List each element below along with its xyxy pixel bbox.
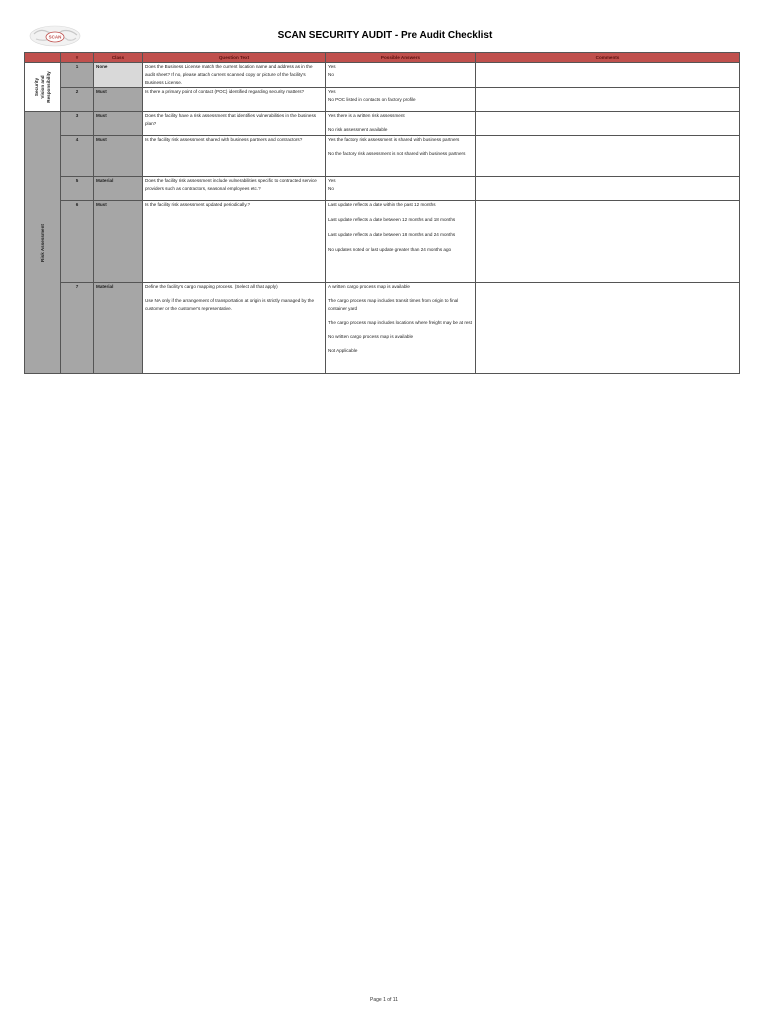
row-comments[interactable] (476, 201, 740, 283)
row-answers: Yes No POC listed in contacts on factory profile (326, 88, 476, 112)
row-number: 2 (61, 88, 94, 112)
row-answers: Yes there is a written risk assessment No risk assessment available (326, 112, 476, 136)
row-comments[interactable] (476, 177, 740, 201)
row-answers: A written cargo process map is available The cargo process map includes transit times from origin to final container yard The cargo process map includes locations where freight may be at rest No written cargo process map is available Not Applicable (326, 283, 476, 374)
scan-logo (28, 24, 83, 48)
section-header (25, 53, 61, 63)
row-number: 6 (61, 201, 94, 283)
section-label: Risk Assessment (39, 223, 45, 262)
page-footer: Page 1 of 11 (370, 997, 398, 1003)
table-row (25, 201, 740, 283)
row-class: Material (94, 177, 143, 201)
row-number: 3 (61, 112, 94, 136)
row-answers: Yes the factory risk assessment is shared with business partners No the factory risk assessment is not shared with business partners (326, 136, 476, 177)
section-label: Security Vision and Responsibility (33, 71, 51, 103)
table-row (25, 88, 740, 112)
row-class: Must (94, 136, 143, 177)
row-number: 4 (61, 136, 94, 177)
table-row (25, 177, 740, 201)
number-header: # (61, 53, 94, 63)
row-comments[interactable] (476, 136, 740, 177)
class-header: Class (94, 53, 143, 63)
question-header: Question Text (143, 53, 326, 63)
row-comments[interactable] (476, 88, 740, 112)
answers-header: Possible Answers (326, 53, 476, 63)
row-class: Must (94, 88, 143, 112)
row-class: Must (94, 201, 143, 283)
row-question: Does the facility risk assessment include vulnerabilities specific to contracted service providers such as contractors, seasonal employees etc.? (143, 177, 326, 201)
row-comments[interactable] (476, 63, 740, 88)
table-row (25, 136, 740, 177)
table-row (25, 63, 740, 88)
row-class: None (94, 63, 143, 88)
row-comments[interactable] (476, 283, 740, 374)
row-number: 5 (61, 177, 94, 201)
row-comments[interactable] (476, 112, 740, 136)
row-question: Does the Business License match the current location name and address as in the audit sheet? If no, please attach current scanned copy or picture of the facility's Business License. (143, 63, 326, 88)
row-answers: Last update reflects a date within the past 12 months Last update reflects a date between 12 months and 18 months Last update reflects a date between 18 months and 24 months No updates noted or last update greater than 24 months ago (326, 201, 476, 283)
row-question: Is there a primary point of contact (POC) identified regarding security matters? (143, 88, 326, 112)
row-question: Is the facility risk assessment updated periodically.? (143, 201, 326, 283)
table-header-row (25, 53, 740, 63)
logo-text: SCAN (48, 34, 62, 40)
table-row (25, 283, 740, 374)
row-number: 1 (61, 63, 94, 88)
row-answers: Yes No (326, 177, 476, 201)
row-class: Material (94, 283, 143, 374)
section-risk-assessment (25, 112, 61, 374)
row-question: Define the facility's cargo mapping process. (Select all that apply) Use NA only if the arrangement of transportation at origin is strictly managed by the customer or the customer's representative. (143, 283, 326, 374)
section-security-vision (25, 63, 61, 112)
row-class: Must (94, 112, 143, 136)
row-question: Does the facility have a risk assessment that identifies vulnerabilities in the business plan? (143, 112, 326, 136)
document-title: SCAN SECURITY AUDIT - Pre Audit Checklist (277, 30, 493, 41)
table-row (25, 112, 740, 136)
row-question: Is the facility risk assessment shared with business partners and contractors? (143, 136, 326, 177)
row-answers: Yes No (326, 63, 476, 88)
row-number: 7 (61, 283, 94, 374)
comments-header: Comments (476, 53, 740, 63)
audit-checklist-table (24, 52, 740, 374)
